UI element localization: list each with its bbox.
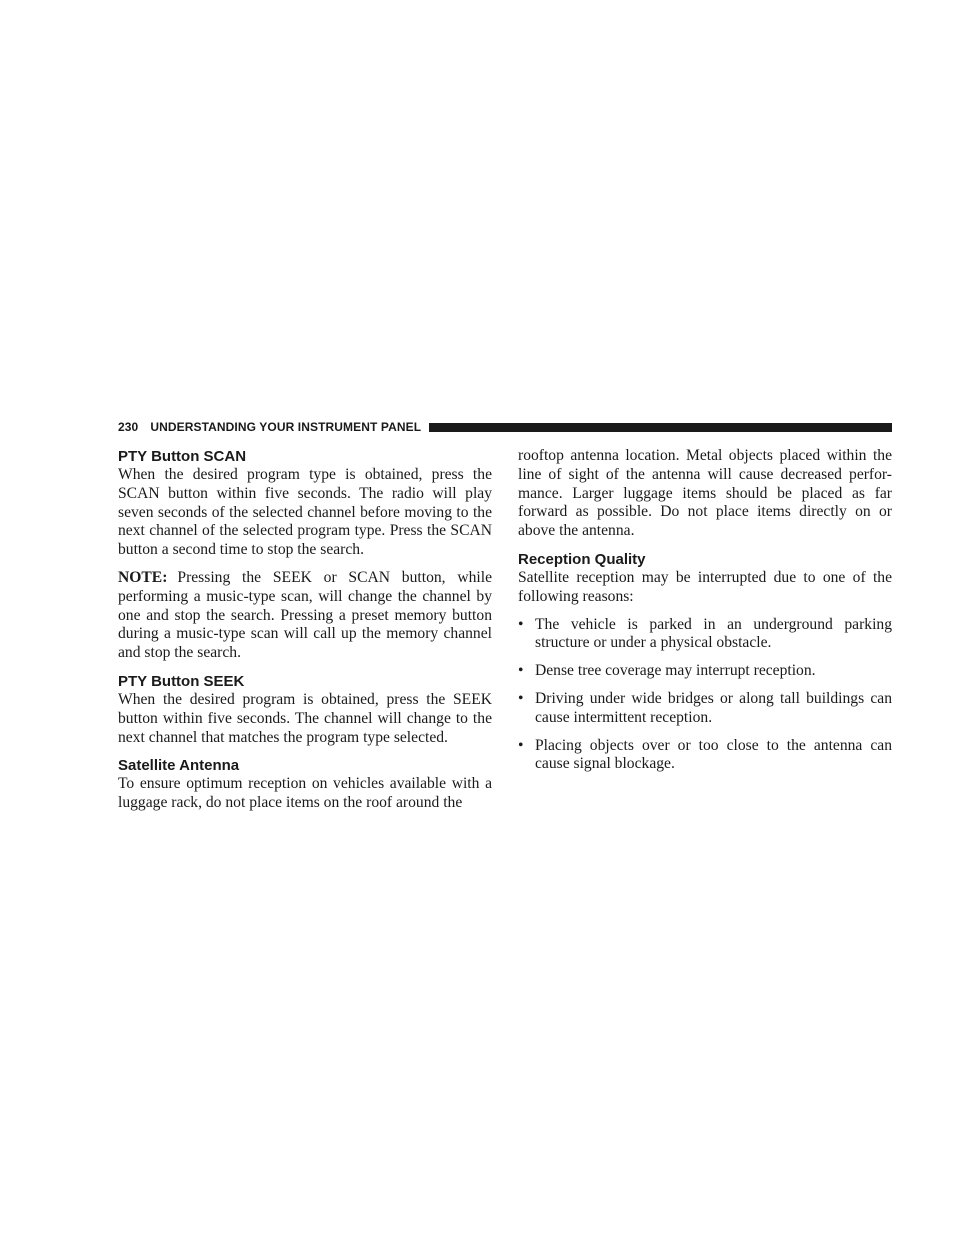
right-column bbox=[518, 447, 892, 783]
satellite-antenna-paragraph: To ensure optimum reception on vehicles available with a luggage rack, do not place items on the roof around the bbox=[118, 775, 492, 812]
pty-scan-heading: PTY Button SCAN bbox=[118, 448, 247, 465]
list-item-text: Placing objects over or too close to the antenna can cause signal blockage. bbox=[535, 736, 892, 773]
section-title: UNDERSTANDING YOUR INSTRUMENT PANEL bbox=[150, 420, 422, 434]
pty-seek-heading: PTY Button SEEK bbox=[118, 672, 245, 690]
left-column bbox=[118, 447, 492, 813]
note-label: NOTE: bbox=[118, 568, 168, 586]
note-body: Pressing the SEEK or SCAN button, while performing a music-type scan, will change the channel by one and stop the search. Pressing a preset memory button during a music-type scan will call up the memory channel and stop the search. bbox=[118, 568, 492, 662]
satellite-antenna-continued: rooftop antenna location. Metal objects placed within the line of sight of the antenna will cause decreased perfor-mance. Larger luggage items should be placed as far forward as possible. Do not place items directly on or above the antenna. bbox=[518, 447, 892, 540]
reception-quality-heading: Reception Quality bbox=[518, 550, 646, 568]
page-header bbox=[118, 419, 892, 435]
reception-quality-intro: Satellite reception may be interrupted due to one of the following reasons: bbox=[518, 568, 892, 605]
list-item bbox=[518, 616, 892, 654]
bullet-icon: • bbox=[518, 662, 524, 680]
page-number: 230 bbox=[118, 420, 139, 434]
list-item bbox=[518, 737, 892, 775]
list-item bbox=[518, 662, 892, 681]
reception-reasons-list bbox=[518, 616, 892, 775]
list-item-text: The vehicle is parked in an underground parking structure or under a physical obstacle. bbox=[535, 615, 892, 652]
list-item-text: Dense tree coverage may interrupt reception. bbox=[535, 662, 816, 680]
list-item-text: Driving under wide bridges or along tall buildings can cause intermittent reception. bbox=[535, 689, 892, 726]
pty-scan-paragraph: When the desired program type is obtained, press the SCAN button within five seconds. The radio will play seven seconds of the selected channel before moving to the next channel of the selected program type. Press the SCAN button a second time to stop the search. bbox=[118, 466, 492, 559]
note-paragraph bbox=[118, 569, 492, 663]
bullet-icon: • bbox=[518, 615, 524, 633]
list-item bbox=[518, 690, 892, 728]
header-rule-bar bbox=[429, 423, 892, 432]
pty-seek-paragraph: When the desired program is obtained, press the SEEK button within five seconds. The channel will change to the next channel that matches the program type selected. bbox=[118, 690, 492, 746]
satellite-antenna-heading: Satellite Antenna bbox=[118, 757, 240, 775]
bullet-icon: • bbox=[518, 689, 524, 707]
bullet-icon: • bbox=[518, 736, 524, 754]
